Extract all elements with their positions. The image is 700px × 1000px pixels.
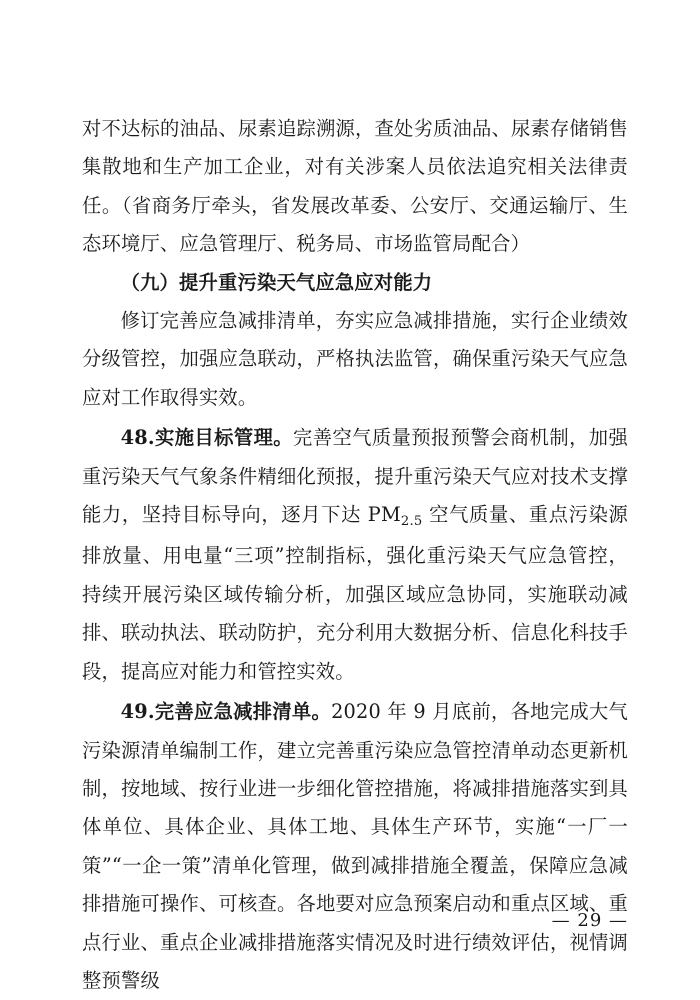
item-title-48: 实施目标管理。 bbox=[154, 426, 294, 450]
paragraph-continuation: 对不达标的油品、尿素追踪溯源，查处劣质油品、尿素存储销售集散地和生产加工企业，对有关涉案人员依法追究相关法律责任。（省商务厅牵头，省发展改革委、公安厅、交通运输厅、生态环境厅、应急管理厅、税务局、市场监管局配合） bbox=[82, 117, 628, 256]
paragraph-section-intro: 修订完善应急减排清单，夯实应急减排措施，实行企业绩效分级管控，加强应急联动，严格执法监管，确保重污染天气应急应对工作取得实效。 bbox=[82, 309, 628, 409]
document-body bbox=[82, 110, 628, 1000]
item-number-49: 49. bbox=[120, 700, 155, 724]
section-heading: （九）提升重污染天气应急应对能力 bbox=[120, 270, 433, 294]
item-text-49: 2020 年 9 月底前，各地完成大气污染源清单编制工作，建立完善重污染应急管控清单动态更新机制，按地域、按行业进一步细化管控措施，将减排措施落实到具体单位、具体企业、具体工地、具体生产环节，实施“一厂一策”“一企一策”清单化管理，做到减排措施全覆盖，保障应急减排措施可操作、可核查。各地要对应急预案启动和重点区域、重点行业、重点企业减排措施落实情况及时进行绩效评估，视情调整预警级 bbox=[82, 700, 628, 992]
item-title-49: 完善应急减排清单。 bbox=[154, 700, 332, 724]
item-number-48: 48. bbox=[120, 426, 155, 450]
numbered-item-49 bbox=[82, 693, 628, 1000]
page-number: — 29 — bbox=[551, 910, 628, 931]
item-text-48: 完善空气质量预报预警会商机制，加强重污染天气气象条件精细化预报，提升重污染天气应对技术支撑能力，坚持目标导向，逐月下达 $PM_{2.5}$ 空气质量、重点污染源排放量、用电量“三项”控制指标，强化重污染天气应急管控，持续开展污染区域传输分析，加强区域应急协同，实施联动减排、联动执法、联动防护，充分利用大数据分析、信息化科技手段，提高应对能力和管控实效。 bbox=[82, 426, 628, 683]
numbered-item-48 bbox=[82, 419, 628, 691]
